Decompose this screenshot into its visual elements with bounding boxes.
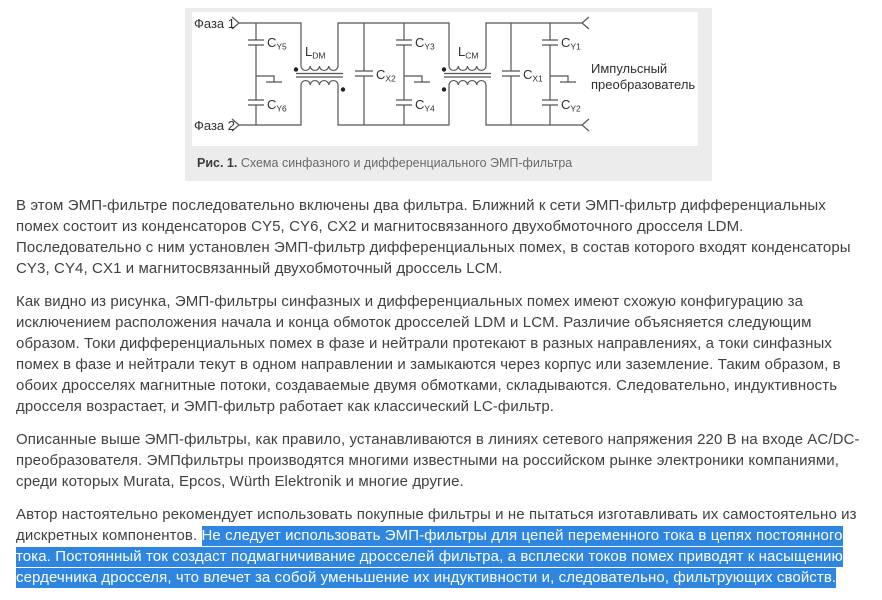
article-body [0, 195, 882, 600]
cy3-label: CY3 [415, 35, 435, 52]
circuit-diagram [192, 12, 697, 146]
paragraph-4 [16, 504, 865, 588]
cx1-label: CX1 [523, 67, 543, 84]
cy5-label: CY5 [267, 35, 287, 52]
ldm-dot-top [294, 67, 298, 71]
input-connector-icon [232, 17, 239, 131]
figure-caption-label: Рис. 1. [197, 156, 238, 170]
ground-icon-right [550, 76, 576, 82]
load-label-line1: Импульсный [591, 61, 668, 76]
ldm-dot-bottom [341, 87, 345, 91]
paragraph-1: В этом ЭМП-фильтре последовательно включены два фильтра. Ближний к сети ЭМП-фильтр дифференциальных помех состоит из конденсаторов CY5, CY6, CX2 и магнитосвязанного двухобмоточного дросселя LDM. Последовательно с ним установлен ЭМП-фильтр дифференциальных помех, в состав которого входят конденсаторы CY3, CY4, CX1 и магнитосвязанный двухобмоточный дроссель LCM. [16, 197, 851, 277]
output-connector-icon [582, 17, 589, 131]
cx1-branch [502, 23, 520, 125]
figure-block [185, 8, 712, 181]
figure-caption [197, 155, 702, 171]
ldm-label: LDM [305, 44, 326, 61]
lcm-core [444, 74, 491, 78]
phase2-label: Фаза 2 [194, 118, 235, 133]
cx2-label: CX2 [376, 67, 396, 84]
top-rail [239, 23, 582, 70]
ground-icon-middle [404, 76, 430, 82]
bottom-rail [239, 81, 582, 125]
cy3-cy4-branch [396, 23, 412, 125]
paragraph-4-normal-text: Автор настоятельно рекомендует использовать покупные фильтры и не пытаться изготавливать их самостоятельно из дискретных компонентов. [16, 506, 857, 544]
cy5-cy6-branch [248, 23, 264, 125]
cy1-cy2-branch [542, 23, 558, 125]
ground-icon-left [256, 76, 282, 82]
figure-caption-text: Схема синфазного и дифференциального ЭМП-фильтра [237, 156, 573, 170]
cy1-label: CY1 [561, 35, 581, 52]
cy4-label: CY4 [415, 97, 435, 114]
lcm-dot-top [442, 67, 446, 71]
selected-text-highlight: Не следует использовать ЭМП-фильтры для цепей переменного тока в цепях постоянного тока. Постоянный ток создаст подмагничивание дросселей фильтра, а всплески токов помех приводят к насыщению сердечника дросселя, что влечет за собой уменьшение их индуктивности и, следовательно, фильтрующих свойств. [16, 527, 843, 586]
cx2-branch [355, 23, 373, 125]
paragraph-3: Описанные выше ЭМП-фильтры, как правило, устанавливаются в линиях сетевого напряжения 220 В на входе AC/DC-преобразователя. ЭМПфильтры производятся многими известными на российском рынке электроники компаниями, среди которых Murata, Epcos, Würth Elektronik и многие другие. [16, 431, 860, 490]
cy2-label: CY2 [561, 97, 581, 114]
schematic-panel [192, 12, 698, 146]
phase1-label: Фаза 1 [194, 16, 235, 31]
load-label-line2: преобразователь [591, 77, 696, 92]
cy6-label: CY6 [267, 97, 287, 114]
ldm-core [296, 74, 343, 78]
paragraph-2: Как видно из рисунка, ЭМП-фильтры синфазных и дифференциальных помех имеют схожую конфигурацию за исключением расположения начала и конца обмоток дросселей LDM и LCM. Различие объясняется следующим образом. Токи дифференциальных помех в фазе и нейтрали протекают в разных направлениях, а токи синфазных помех в фазе и нейтрали текут в одном направлении и замыкаются через корпус или заземление. Таким образом, в обоих дросселях магнитные потоки, создаваемые двумя обмотками, складываются. Следовательно, индуктивность дросселя возрастает, и ЭМП-фильтр работает как классический LC-фильтр. [16, 293, 841, 415]
lcm-dot-bottom [442, 87, 446, 91]
lcm-label: LCM [458, 44, 479, 61]
